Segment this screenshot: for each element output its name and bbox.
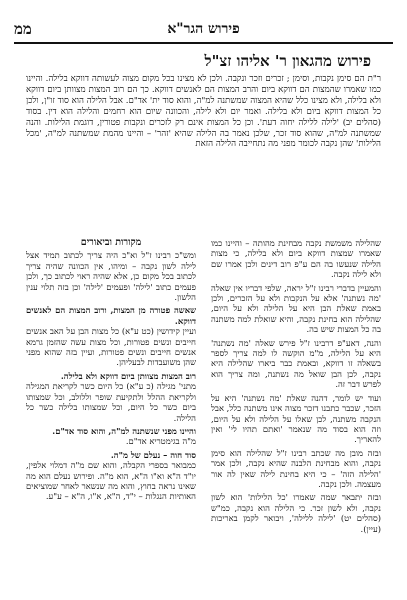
right-paragraph: ובזה יתבאר שמה שאמרו 'כל הלילות' הוא לשון נקבה, ולא לשון זכר. כי הלילה הוא נקבה, כמ"ש (סהלים יט) 'לילה ללילה', ויבואר לקמן באריכות (עיין). (211, 492, 381, 534)
section-title: פירוש מהגאון ר' אליהו זצ"ל (204, 52, 371, 70)
commentary-main-text: ר"ת הם סימן נקבות, וסימן ; זכרים וזכר ונקבה. ולכן לא מצינו בכל מקום מצוה לעשותה דווקא בלילה. והיינו כמו שאמרו שהמצות הם דווקא ביום והרב המצות הם לאנשים דווקא. כך הם רוב המצות מצוותן ביום דווקא ולא בלילה, ולא מצינו כלל שהיא המצוה שמשתנה למ"ה, והוא סוד ית' אד"ם. אבל הלילה הוא סוד זו"ן, ולכן כל המצות דווקא ביום ולא בלילה. ואמר יום ולא לילה, והכוונה שיום הוא רחמים והלילה הוא דין. בסוד (סהלים יב) 'לילה ללילה יחוה דעת'. וכן כל המצות אינם רק לזכרים ונקבות פטורין, דוגמת הלילות. והנה שמשתנה למ"ה, שהוא סוד זכר, שלכן נאמר בה הלילה שהיא 'זהר' – והיינו מהמת שמשתנה למ"ה, 'מכל הלילות' שהן נקבה לכומר מפני מה נתחייבה הלילה הזאת (26, 74, 381, 150)
sources-heading: רוב המצות מצוותן ביום דווקא ולא בלילה. (60, 370, 196, 381)
right-paragraph: והנה, דאע"פ דרבינו ז"ל פירש שאלה 'מה נשתנה' היא על הלילה, מ"מ הוקשה לו למה צריך לספר בשאלה זו דווקא, ובאמת כבר ביארו שהלילה היא נקבה, לכן הבן שואל מה נשתנה, ומה צריך הוא לפרש דבר זה. (211, 337, 381, 390)
right-column (211, 238, 381, 590)
page-number: ממ (14, 20, 32, 38)
sources-paragraph: מתני' מגילה (כ ע"א) כל היום כשר לקריאת המגילה ולקריאת ההלל ולתקיעת שופר וללולב, וכל שמצותו ביום כשר כל היום, וכל שמצותו בלילה כשר כל הלילה. (26, 381, 196, 423)
sources-title: מקורות וביאורים (80, 238, 142, 248)
sources-heading: והיינו מפני שנשתנה למ"ה, והוא סוד אד"ם. (52, 425, 196, 436)
right-paragraph: ובזה מובן מה שכתב רבינו ז"ל שהלילה הוא סימן נקבה, והוא מבחינת הלבנה שהיא נקבה, ולכן אמר 'הלילה הזה' – כי היא בחינת לילה שאין לה אור מעצמה. ולכן נקבה. (211, 447, 381, 489)
sources-paragraph: ומש"כ רבינו ז"ל וא"כ היה צריך לכתוב תמיד אצל לילה לשון נקבה – ומיהו, אין הכוונה שהיה צריך לכתוב בכל מקום כן, אלא שהיה ראוי לכתוב כך, ולכן פעמים כתוב 'לילה' ופעמים 'לילה' וכן בזה תלוי ענין הלשון. (26, 250, 196, 303)
sources-heading: סוד חוה – נעלם של מ"ה. (110, 449, 196, 460)
right-paragraph: ועוד יש לומר, דהנה שאלת 'מה נשתנה' היא על הזכר, שכבר כתבנו דזכר מצוה אינו משתנה כלל, אבל הנקבה משתנה, לכן שאלו על הלילה ולא על היום, וזה הוא בסוד מה שנאמר 'ואתם תהיו לי' ואין להאריך. (211, 392, 381, 445)
right-paragraph: והמעיין בדברי רבינו ז"ל יראה, שלפי דבריו אין שאלה 'מה נשתנה' אלא על הנקבות ולא על הזכרים, ולכן באמת שאלת הבן היא על הלילה ולא על היום, שהלילה הוא בחינת נקבה, והיא שואלת למה משתנה בה כל המצות שיש בה. (211, 282, 381, 335)
sources-heading: שאשה פטורה מן המצות, ורוב המצות הם לאנשים דווקא. (26, 305, 196, 326)
sources-paragraph: מ"ה בגימטריא אד"ם. (125, 436, 196, 447)
running-title: פירוש הגר"א (167, 21, 240, 37)
sources-paragraph: כמבואר בספרי הקבלה, והוא שם מ"ה דמלוי אלפין, יו"ד ה"א וא"ו ה"א, הוא מ"ה. ופירוש נעלם הוא מה שאינו נראה בחוץ, והוא מה שנשאר לאחר שמוציאים האותיות הנגלות – י"ד, ה"א, א"ו, ה"א – ע"ע. (26, 460, 196, 502)
sources-paragraph: ועיין קידושין (כט ע"א) כל מצות הבן על האב אנשים חייבים ונשים פטורות, וכל מצות עשה שהזמן גרמא אנשים חייבים ונשים פטורות, ועיין בזה שהוא מפני שהן משועבדות לבעליהן. (26, 326, 196, 368)
left-column (26, 238, 196, 590)
page-header (14, 20, 393, 44)
right-paragraph: שהלילה משמשת נקבה מבחינת מהותה – והיינו כמו שאמרו שמצות דווקא ביום ולא בלילה, כי מצות הלילה שנעשו בה הם ע"פ רוב דינים ולכן אמרו שם ולא לילה נקבה. (211, 238, 381, 280)
